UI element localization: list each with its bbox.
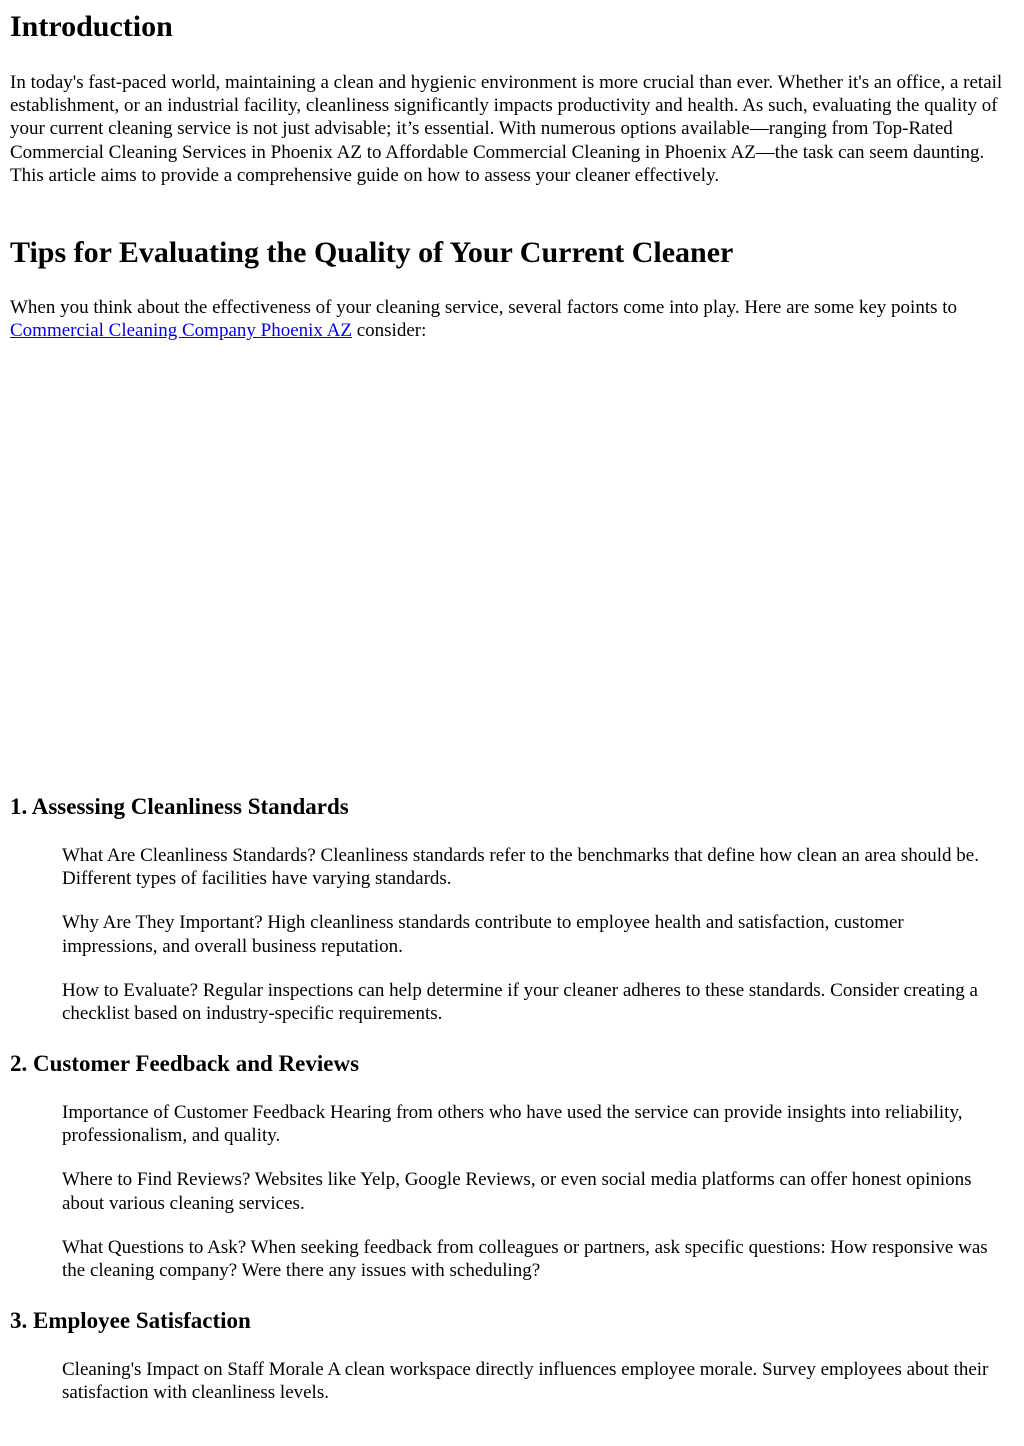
list-item: How to Evaluate? Regular inspections can help determine if your cleaner adheres to these standards. Consider creating a checklist based on industry-specific requirements. — [62, 979, 978, 1025]
section-item-list — [62, 1077, 997, 1282]
section-customer-feedback — [10, 1051, 1010, 1303]
commercial-cleaning-link[interactable]: Commercial Cleaning Company Phoenix AZ — [10, 320, 352, 342]
section-heading: 1. Assessing Cleanliness Standards — [10, 794, 349, 819]
tips-paragraph-tail: consider: — [351, 320, 427, 342]
introduction-paragraph: In today's fast-paced world, maintaining a clean and hygienic environment is more crucial than ever. Whether it's an office, a retail establishment, or an industrial facility, cleanliness significantly impacts productivity and health. As such, evaluating the quality of your current cleaning service is not just advisable; it’s essential. With numerous options available—ranging from Top-Rated Commercial Cleaning Services in Phoenix AZ to Affordable Commercial Cleaning in Phoenix AZ—the task can seem daunting. This article aims to provide a comprehensive guide on how to assess your cleaner effectively. — [10, 72, 1003, 186]
list-item: Importance of Customer Feedback Hearing from others who have used the service can provide insights into reliability, professionalism, and quality. — [62, 1102, 963, 1147]
section-assessing-cleanliness — [10, 794, 1010, 1046]
list-item: Cleaning's Impact on Staff Morale A clean workspace directly influences employee morale. Survey employees about their satisfaction with cleanliness levels. — [62, 1359, 989, 1404]
list-item: What Questions to Ask? When seeking feedback from colleagues or partners, ask specific questions: How responsive was the cleaning company? Were there any issues with scheduling? — [62, 1236, 988, 1282]
list-item: Why Are They Important? High cleanliness standards contribute to employee health and satisfaction, customer impressions, and overall business reputation. — [62, 912, 904, 957]
list-item: Where to Find Reviews? Websites like Yelp, Google Reviews, or even social media platforms can offer honest opinions about various cleaning services. — [62, 1169, 972, 1214]
embedded-media-placeholder — [10, 360, 1010, 780]
section-heading: 3. Employee Satisfaction — [10, 1308, 251, 1333]
tips-paragraph — [10, 296, 1005, 342]
section-heading: 2. Customer Feedback and Reviews — [10, 1051, 360, 1076]
introduction-heading: Introduction — [10, 10, 173, 43]
section-item-list — [62, 1334, 997, 1404]
tips-heading: Tips for Evaluating the Quality of Your Current Cleaner — [10, 236, 734, 269]
list-item: What Are Cleanliness Standards? Cleanliness standards refer to the benchmarks that define how clean an area should be. Different types of facilities have varying standards. — [62, 845, 979, 890]
tips-paragraph-lead: When you think about the effectiveness of your cleaning service, several factors come into play. Here are some key points to — [10, 297, 958, 318]
section-item-list — [62, 820, 997, 1025]
section-employee-satisfaction — [10, 1308, 1010, 1425]
